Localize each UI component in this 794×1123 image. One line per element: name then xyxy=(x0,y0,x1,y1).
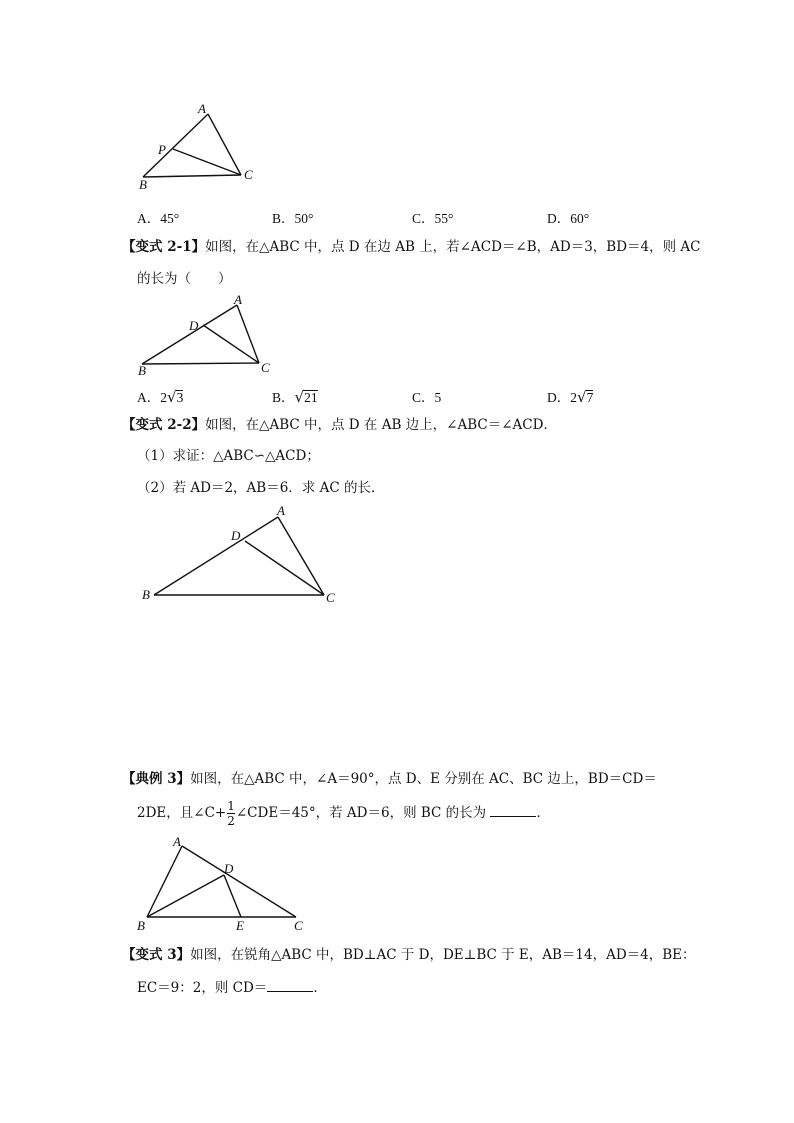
option-d-radicand: 7 xyxy=(586,390,594,405)
sqrt-icon: √ xyxy=(577,388,587,406)
variant-2-2-part1: （1）求证：△ABC∽△ACD； xyxy=(137,448,320,464)
vertex-label-b: B xyxy=(142,587,150,602)
vertex-label-d: D xyxy=(231,528,241,543)
option-a-prefix: A．2 xyxy=(137,390,167,405)
vertex-label-b: B xyxy=(139,177,147,192)
example-3-end: ． xyxy=(536,805,550,821)
option-c[interactable]: C．5 xyxy=(412,390,442,405)
vertex-label-p: P xyxy=(158,142,166,157)
option-b[interactable] xyxy=(272,386,318,406)
option-a-radicand: 3 xyxy=(176,390,184,405)
vertex-label-a: A xyxy=(277,503,285,518)
variant-3-line2 xyxy=(137,977,327,997)
sqrt-icon: √ xyxy=(167,388,177,406)
example-3-text1: 如图，在△ABC 中，∠A＝90°，点 D、E 分别在 AC、BC 边上，BD＝CD＝ xyxy=(190,771,657,787)
example-3-text2b: ∠CDE＝45°，若 AD＝6，则 BC 的长为 xyxy=(235,805,487,821)
vertex-label-a: A xyxy=(198,101,206,116)
variant-2-2-text: 如图，在△ABC 中，点 D 在 AB 边上，∠ABC＝∠ACD． xyxy=(205,417,557,433)
example-3-line2 xyxy=(137,798,550,828)
variant-3-line1 xyxy=(122,946,696,964)
fraction-one-half xyxy=(227,799,235,828)
variant-3-end: ． xyxy=(313,980,327,996)
vertex-label-c: C xyxy=(244,167,253,182)
variant-2-1-stem-line2: 的长为（ ） xyxy=(137,271,232,287)
vertex-label-a: A xyxy=(173,834,181,849)
vertex-label-d: D xyxy=(224,861,234,876)
option-a[interactable] xyxy=(137,386,183,406)
option-b-radicand: 21 xyxy=(304,390,318,405)
variant-2-1-stem xyxy=(122,238,701,256)
vertex-label-d: D xyxy=(189,318,199,333)
option-b-prefix: B． xyxy=(272,390,295,405)
fraction-denominator: 2 xyxy=(227,814,235,828)
variant-2-1-line1: 如图，在△ABC 中，点 D 在边 AB 上，若∠ACD＝∠B，AD＝3，BD＝4，则 AC xyxy=(205,239,701,255)
fraction-numerator: 1 xyxy=(227,799,235,813)
option-b[interactable]: B．50° xyxy=(272,211,314,226)
vertex-label-a: A xyxy=(234,292,242,307)
vertex-label-b: B xyxy=(138,363,146,378)
figure-triangle-adbec xyxy=(135,833,320,933)
example-3-text2a: 2DE，且∠C+ xyxy=(137,805,227,821)
figure-triangle-adbc-large xyxy=(138,500,348,610)
variant-3-tag: 【变式 3】 xyxy=(122,947,191,963)
answer-blank[interactable] xyxy=(267,977,313,992)
vertex-label-b: B xyxy=(137,918,145,933)
variant-3-text2: EC＝9：2，则 CD＝ xyxy=(137,980,268,996)
variant-2-2-tag: 【变式 2-2】 xyxy=(122,417,206,433)
variant-2-1-tag: 【变式 2-1】 xyxy=(122,239,206,255)
sqrt-icon: √ xyxy=(294,388,305,406)
vertex-label-e: E xyxy=(236,918,244,933)
figure-triangle-adbc xyxy=(135,292,285,382)
option-c[interactable]: C．55° xyxy=(412,211,454,226)
answer-blank[interactable] xyxy=(490,802,536,817)
variant-2-2-stem xyxy=(122,416,557,434)
variant-3-text1: 如图，在锐角△ABC 中，BD⊥AC 于 D，DE⊥BC 于 E，AB＝14，AD＝4，BE： xyxy=(190,947,696,963)
example-3-line1 xyxy=(122,770,657,788)
vertex-label-c: C xyxy=(261,360,270,375)
option-d-prefix: D．2 xyxy=(547,390,577,405)
vertex-label-c: C xyxy=(326,590,335,605)
option-a[interactable]: A．45° xyxy=(137,211,180,226)
option-d[interactable] xyxy=(547,386,593,406)
option-d[interactable]: D．60° xyxy=(547,211,590,226)
vertex-label-c: C xyxy=(294,918,303,933)
variant-2-2-part2: （2）若 AD＝2，AB＝6．求 AC 的长． xyxy=(137,480,385,496)
example-3-tag: 【典例 3】 xyxy=(122,771,191,787)
figure-triangle-apbc xyxy=(130,100,270,195)
